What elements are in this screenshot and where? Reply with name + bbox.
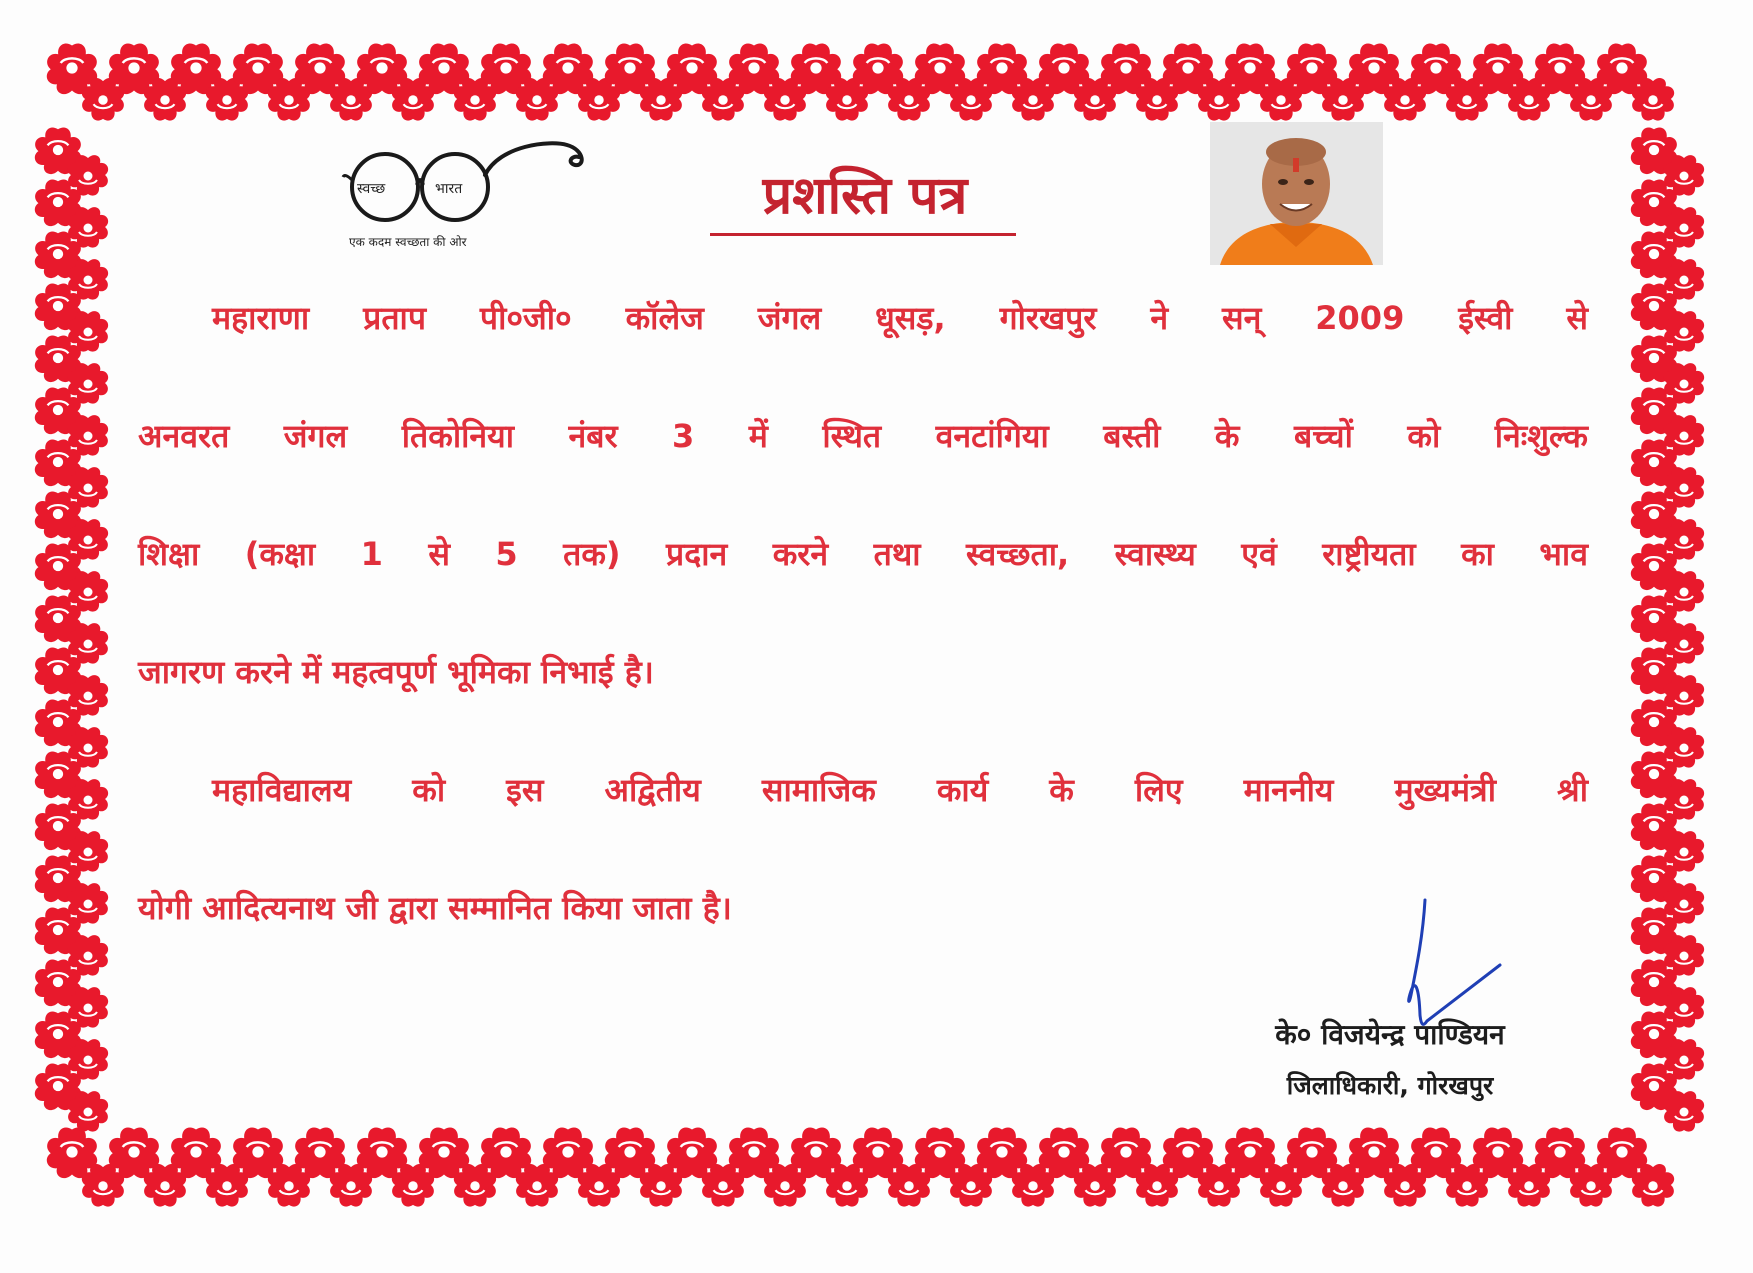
border-flower [392, 78, 434, 121]
border-flower [330, 78, 372, 121]
border-flower [1322, 78, 1364, 121]
logo-right-lens-text: भारत [435, 181, 463, 197]
border-flower [543, 1128, 593, 1179]
border-flower [640, 1164, 682, 1207]
body-line-4: जागरण करने में महत्वपूर्ण भूमिका निभाई है। [138, 653, 654, 691]
border-flower [1322, 1164, 1364, 1207]
border-flower [1535, 1128, 1585, 1179]
border-flower [605, 1128, 655, 1179]
portrait-photo [1210, 122, 1383, 265]
border-flower [1411, 1128, 1461, 1179]
body-line-5: महाविद्यालय को इस अद्वितीय सामाजिक कार्य के लिए माननीय मुख्यमंत्री श्री [212, 771, 1588, 809]
border-flower [481, 1128, 531, 1179]
border-flower [826, 78, 868, 121]
border-flower [1570, 1164, 1612, 1207]
border-flower [295, 1128, 345, 1179]
border-flower [1012, 1164, 1054, 1207]
border-flower [144, 1164, 186, 1207]
border-flower [1198, 1164, 1240, 1207]
border-flower [109, 1128, 159, 1179]
border-flower [454, 78, 496, 121]
border-flower [888, 78, 930, 121]
border-flower [144, 78, 186, 121]
border-flower [1260, 1164, 1302, 1207]
border-flower [171, 1128, 221, 1179]
border-flower [1198, 78, 1240, 121]
border-flower [516, 1164, 558, 1207]
border-flower [888, 1164, 930, 1207]
body-line-6: योगी आदित्यनाथ जी द्वारा सम्मानित किया जाता है। [138, 889, 732, 927]
border-flower [1349, 1128, 1399, 1179]
border-flower [702, 78, 744, 121]
swachh-bharat-logo [335, 135, 605, 255]
border-flower [357, 1128, 407, 1179]
border-flower [82, 1164, 124, 1207]
border-flower [330, 1164, 372, 1207]
border-flower [702, 1164, 744, 1207]
border-flower [392, 1164, 434, 1207]
border-flower [1136, 1164, 1178, 1207]
border-flower [764, 1164, 806, 1207]
border-flower [1074, 78, 1116, 121]
border-flower [764, 78, 806, 121]
border-flower [1384, 1164, 1426, 1207]
border-flower [578, 78, 620, 121]
body-line-3: शिक्षा (कक्षा 1 से 5 तक) प्रदान करने तथा स्वच्छता, स्वास्थ्य एवं राष्ट्रीयता का भाव [138, 535, 1588, 573]
border-flower [1163, 1128, 1213, 1179]
border-flower [1225, 1128, 1275, 1179]
border-flower [1384, 78, 1426, 121]
border-flower [950, 1164, 992, 1207]
border-flower [1260, 78, 1302, 121]
border-flower [1287, 1128, 1337, 1179]
border-flower [1074, 1164, 1116, 1207]
logo-tagline: एक कदम स्वच्छता की ओर [349, 235, 467, 249]
border-flower [950, 78, 992, 121]
certificate-title: प्रशस्ति पत्र [762, 166, 968, 226]
title-underline [710, 233, 1016, 236]
border-flower [1508, 1164, 1550, 1207]
border-flower [1632, 78, 1674, 121]
border-flower [1446, 78, 1488, 121]
border-flower [454, 1164, 496, 1207]
border-flower [516, 78, 558, 121]
border-flower [667, 1128, 717, 1179]
border-flower [47, 1128, 97, 1179]
border-flower [640, 78, 682, 121]
body-line-1: महाराणा प्रताप पी०जी० कॉलेज जंगल धूसड़, गोरखपुर ने सन् 2009 ईस्वी से [212, 299, 1588, 337]
border-flower [1136, 78, 1178, 121]
handwritten-signature [1395, 895, 1525, 1035]
border-flower [1473, 1128, 1523, 1179]
border-flower [977, 1128, 1027, 1179]
border-flower [1101, 1128, 1151, 1179]
border-flower [206, 1164, 248, 1207]
border-flower [419, 1128, 469, 1179]
border-flower [1039, 1128, 1089, 1179]
border-flower [853, 1128, 903, 1179]
body-line-2: अनवरत जंगल तिकोनिया नंबर 3 में स्थित वनटांगिया बस्ती के बच्चों को निःशुल्क [138, 417, 1588, 455]
logo-left-lens-text: स्वच्छ [357, 181, 386, 197]
border-flower [82, 78, 124, 121]
border-flower [1632, 1164, 1674, 1207]
border-flower [1446, 1164, 1488, 1207]
border-flower [791, 1128, 841, 1179]
signatory-designation: जिलाधिकारी, गोरखपुर [1286, 1071, 1494, 1100]
border-flower [1012, 78, 1054, 121]
signatory-name: के० विजयेन्द्र पाण्डियन [1275, 1018, 1505, 1051]
border-flower [1508, 78, 1550, 121]
border-flower [1597, 1128, 1647, 1179]
border-flower [915, 1128, 965, 1179]
border-flower [233, 1128, 283, 1179]
border-flower [268, 1164, 310, 1207]
border-flower [729, 1128, 779, 1179]
border-flower [578, 1164, 620, 1207]
border-flower [268, 78, 310, 121]
border-flower [1570, 78, 1612, 121]
border-flower [826, 1164, 868, 1207]
border-flower [206, 78, 248, 121]
